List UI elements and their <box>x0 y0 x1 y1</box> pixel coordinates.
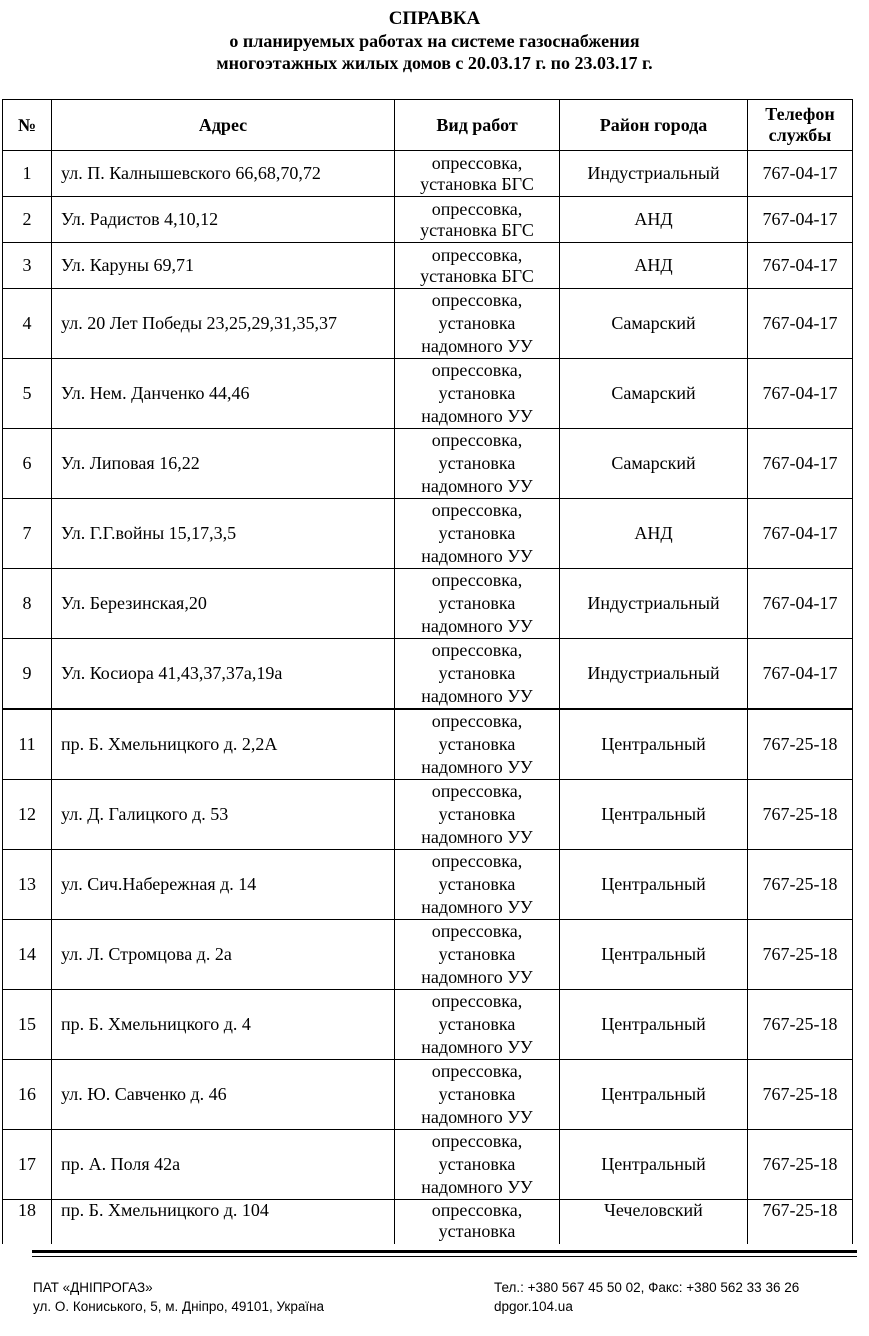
row-phone: 767-04-17 <box>748 289 853 359</box>
row-address: Ул. Нем. Данченко 44,46 <box>52 359 395 429</box>
row-work-line: установка <box>438 523 516 543</box>
footer-phones: Тел.: +380 567 45 50 02, Факс: +380 562 33 36 26 <box>494 1280 800 1295</box>
row-address: ул. П. Калнышевского 66,68,70,72 <box>52 151 395 197</box>
row-work-line: надомного УУ <box>421 476 533 496</box>
row-work <box>395 990 560 1060</box>
row-work-lines <box>395 780 559 849</box>
row-phone: 767-04-17 <box>748 197 853 243</box>
row-work-line: установка <box>438 593 516 613</box>
row-work-line: опрессовка, <box>431 1131 523 1151</box>
row-number: 6 <box>3 429 52 499</box>
row-work <box>395 499 560 569</box>
table-row <box>3 990 853 1060</box>
row-work-lines <box>395 1130 559 1199</box>
row-phone: 767-04-17 <box>748 499 853 569</box>
row-work <box>395 289 560 359</box>
row-work <box>395 850 560 920</box>
row-work <box>395 780 560 850</box>
table-row <box>3 639 853 710</box>
footer-divider-thin <box>32 1256 857 1257</box>
row-work-line: надомного УУ <box>421 897 533 917</box>
row-work-lines <box>395 429 559 498</box>
column-header-phone: Телефон службы <box>748 100 853 151</box>
row-phone: 767-25-18 <box>748 1060 853 1130</box>
row-address: ул. Ю. Савченко д. 46 <box>52 1060 395 1130</box>
table-header-row <box>3 100 853 151</box>
column-header-address: Адрес <box>52 100 395 151</box>
row-number: 9 <box>3 639 52 710</box>
row-district: Центральный <box>560 990 748 1060</box>
row-address: Ул. Липовая 16,22 <box>52 429 395 499</box>
row-work <box>395 359 560 429</box>
row-work-line: установка <box>438 1154 516 1174</box>
row-work-line: опрессовка, <box>431 781 523 801</box>
works-table <box>2 99 853 1244</box>
row-address: пр. Б. Хмельницкого д. 4 <box>52 990 395 1060</box>
row-work-line: опрессовка, <box>431 430 523 450</box>
table-row <box>3 1200 853 1245</box>
row-work <box>395 1130 560 1200</box>
row-work-line: надомного УУ <box>421 757 533 777</box>
table-row <box>3 359 853 429</box>
footer-divider <box>32 1250 857 1253</box>
footer-site: dpgor.104.ua <box>494 1299 573 1314</box>
row-work-line: опрессовка, <box>431 991 523 1011</box>
table-row <box>3 197 853 243</box>
row-work-line: опрессовка, <box>431 152 523 173</box>
row-work-lines <box>395 289 559 358</box>
row-phone: 767-25-18 <box>748 709 853 780</box>
footer-company: ПАТ «ДНІПРОГАЗ» <box>33 1280 153 1295</box>
row-work-line: надомного УУ <box>421 1107 533 1127</box>
document-subtitle-line2: многоэтажных жилых домов с 20.03.17 г. по 23.03.17 г. <box>216 53 653 73</box>
row-work-lines <box>395 920 559 989</box>
row-work-lines <box>395 499 559 568</box>
row-work-line: надомного УУ <box>421 967 533 987</box>
row-work-line: надомного УУ <box>421 616 533 636</box>
row-work-line: опрессовка, <box>431 711 523 731</box>
row-district: Самарский <box>560 289 748 359</box>
row-work-line: установка <box>438 383 516 403</box>
row-work-line: установка <box>438 313 516 333</box>
table-row <box>3 151 853 197</box>
table-row <box>3 709 853 780</box>
row-work <box>395 1200 560 1245</box>
row-work-lines <box>395 850 559 919</box>
row-work-line: установка <box>438 453 516 473</box>
row-work-lines <box>395 153 559 195</box>
row-district: АНД <box>560 197 748 243</box>
row-work-line: установка <box>438 734 516 754</box>
document-title: СПРАВКА <box>388 8 481 29</box>
row-work <box>395 639 560 710</box>
row-district: Центральный <box>560 1130 748 1200</box>
footer-right <box>494 1278 799 1316</box>
row-phone: 767-25-18 <box>748 920 853 990</box>
row-number: 15 <box>3 990 52 1060</box>
row-number: 11 <box>3 709 52 780</box>
row-work <box>395 569 560 639</box>
row-district: Индустриальный <box>560 151 748 197</box>
column-header-number: № <box>3 100 52 151</box>
row-address: Ул. Березинская,20 <box>52 569 395 639</box>
row-number: 3 <box>3 243 52 289</box>
document-subtitle-line1: о планируемых работах на системе газоснабжения <box>229 31 640 51</box>
table-row <box>3 920 853 990</box>
row-number: 17 <box>3 1130 52 1200</box>
row-work-line: установка БГС <box>420 219 534 240</box>
row-work-line: установка <box>438 944 516 964</box>
row-address: ул. Сич.Набережная д. 14 <box>52 850 395 920</box>
row-work-line: опрессовка, <box>431 851 523 871</box>
row-work-lines <box>395 990 559 1059</box>
table-row <box>3 1060 853 1130</box>
row-work-line: опрессовка, <box>431 360 523 380</box>
row-district: Центральный <box>560 850 748 920</box>
row-work-line: опрессовка, <box>431 921 523 941</box>
row-phone: 767-25-18 <box>748 1130 853 1200</box>
row-address: ул. Л. Стромцова д. 2а <box>52 920 395 990</box>
row-work-line: надомного УУ <box>421 1037 533 1057</box>
row-work <box>395 429 560 499</box>
row-work-lines <box>395 359 559 428</box>
table-row <box>3 243 853 289</box>
row-work-line: надомного УУ <box>421 1177 533 1197</box>
table-row <box>3 780 853 850</box>
row-address: Ул. Г.Г.войны 15,17,3,5 <box>52 499 395 569</box>
footer-left <box>33 1278 324 1316</box>
row-number: 12 <box>3 780 52 850</box>
footer-address: ул. О. Кониського, 5, м. Дніпро, 49101, Україна <box>33 1299 325 1314</box>
row-number: 16 <box>3 1060 52 1130</box>
row-work-line: опрессовка, <box>431 1200 523 1220</box>
table-row <box>3 499 853 569</box>
row-work-line: надомного УУ <box>421 336 533 356</box>
row-phone: 767-04-17 <box>748 243 853 289</box>
column-header-work: Вид работ <box>395 100 560 151</box>
row-work-lines <box>395 1200 559 1244</box>
row-phone: 767-04-17 <box>748 359 853 429</box>
row-district: Чечеловский <box>560 1200 748 1245</box>
row-work-line: опрессовка, <box>431 244 523 265</box>
row-work-lines <box>395 710 559 779</box>
row-work-lines <box>395 569 559 638</box>
row-district: АНД <box>560 499 748 569</box>
row-phone: 767-25-18 <box>748 780 853 850</box>
row-address: пр. Б. Хмельницкого д. 2,2А <box>52 709 395 780</box>
row-work-line: опрессовка, <box>431 500 523 520</box>
row-district: Центральный <box>560 709 748 780</box>
row-work-lines <box>395 639 559 708</box>
row-work-line: надомного УУ <box>421 827 533 847</box>
row-district: Центральный <box>560 1060 748 1130</box>
row-work-line: опрессовка, <box>431 1061 523 1081</box>
row-work-line: установка <box>438 1221 516 1241</box>
row-work <box>395 151 560 197</box>
row-number: 18 <box>3 1200 52 1245</box>
row-phone: 767-04-17 <box>748 429 853 499</box>
row-number: 2 <box>3 197 52 243</box>
row-work <box>395 1060 560 1130</box>
row-phone: 767-04-17 <box>748 151 853 197</box>
row-number: 8 <box>3 569 52 639</box>
row-address: Ул. Каруны 69,71 <box>52 243 395 289</box>
row-work-line: надомного УУ <box>421 406 533 426</box>
row-work-line: установка БГС <box>420 173 534 194</box>
row-number: 14 <box>3 920 52 990</box>
table-row <box>3 1130 853 1200</box>
row-work-line: установка <box>438 874 516 894</box>
table-row <box>3 569 853 639</box>
row-district: Самарский <box>560 359 748 429</box>
row-phone: 767-25-18 <box>748 990 853 1060</box>
row-number: 5 <box>3 359 52 429</box>
row-address: Ул. Радистов 4,10,12 <box>52 197 395 243</box>
row-phone: 767-25-18 <box>748 850 853 920</box>
row-address: пр. Б. Хмельницкого д. 104 <box>52 1200 395 1245</box>
row-district: Самарский <box>560 429 748 499</box>
document-header <box>0 8 869 74</box>
row-work-line: установка <box>438 1084 516 1104</box>
row-number: 13 <box>3 850 52 920</box>
row-work-lines <box>395 245 559 287</box>
row-number: 1 <box>3 151 52 197</box>
row-work-line: опрессовка, <box>431 198 523 219</box>
row-phone: 767-25-18 <box>748 1200 853 1245</box>
row-district: АНД <box>560 243 748 289</box>
row-work-line: установка <box>438 804 516 824</box>
row-number: 4 <box>3 289 52 359</box>
table-row <box>3 289 853 359</box>
row-phone: 767-04-17 <box>748 639 853 710</box>
table-row <box>3 429 853 499</box>
row-district: Центральный <box>560 920 748 990</box>
row-address: пр. А. Поля 42а <box>52 1130 395 1200</box>
column-header-district: Район города <box>560 100 748 151</box>
row-address: Ул. Косиора 41,43,37,37а,19а <box>52 639 395 710</box>
row-work-line: установка БГС <box>420 265 534 286</box>
row-work <box>395 197 560 243</box>
row-address: ул. 20 Лет Победы 23,25,29,31,35,37 <box>52 289 395 359</box>
row-work <box>395 920 560 990</box>
row-work-line: опрессовка, <box>431 290 523 310</box>
row-work-line: надомного УУ <box>421 546 533 566</box>
row-phone: 767-04-17 <box>748 569 853 639</box>
table-row <box>3 850 853 920</box>
row-work-line: опрессовка, <box>431 640 523 660</box>
row-work <box>395 709 560 780</box>
row-work-lines <box>395 1060 559 1129</box>
row-address: ул. Д. Галицкого д. 53 <box>52 780 395 850</box>
row-district: Индустриальный <box>560 639 748 710</box>
row-work-lines <box>395 199 559 241</box>
row-number: 7 <box>3 499 52 569</box>
row-work <box>395 243 560 289</box>
row-work-line: установка <box>438 1014 516 1034</box>
row-work-line: установка <box>438 663 516 683</box>
row-work-line: надомного УУ <box>421 686 533 706</box>
row-work-line: опрессовка, <box>431 570 523 590</box>
row-district: Индустриальный <box>560 569 748 639</box>
row-district: Центральный <box>560 780 748 850</box>
